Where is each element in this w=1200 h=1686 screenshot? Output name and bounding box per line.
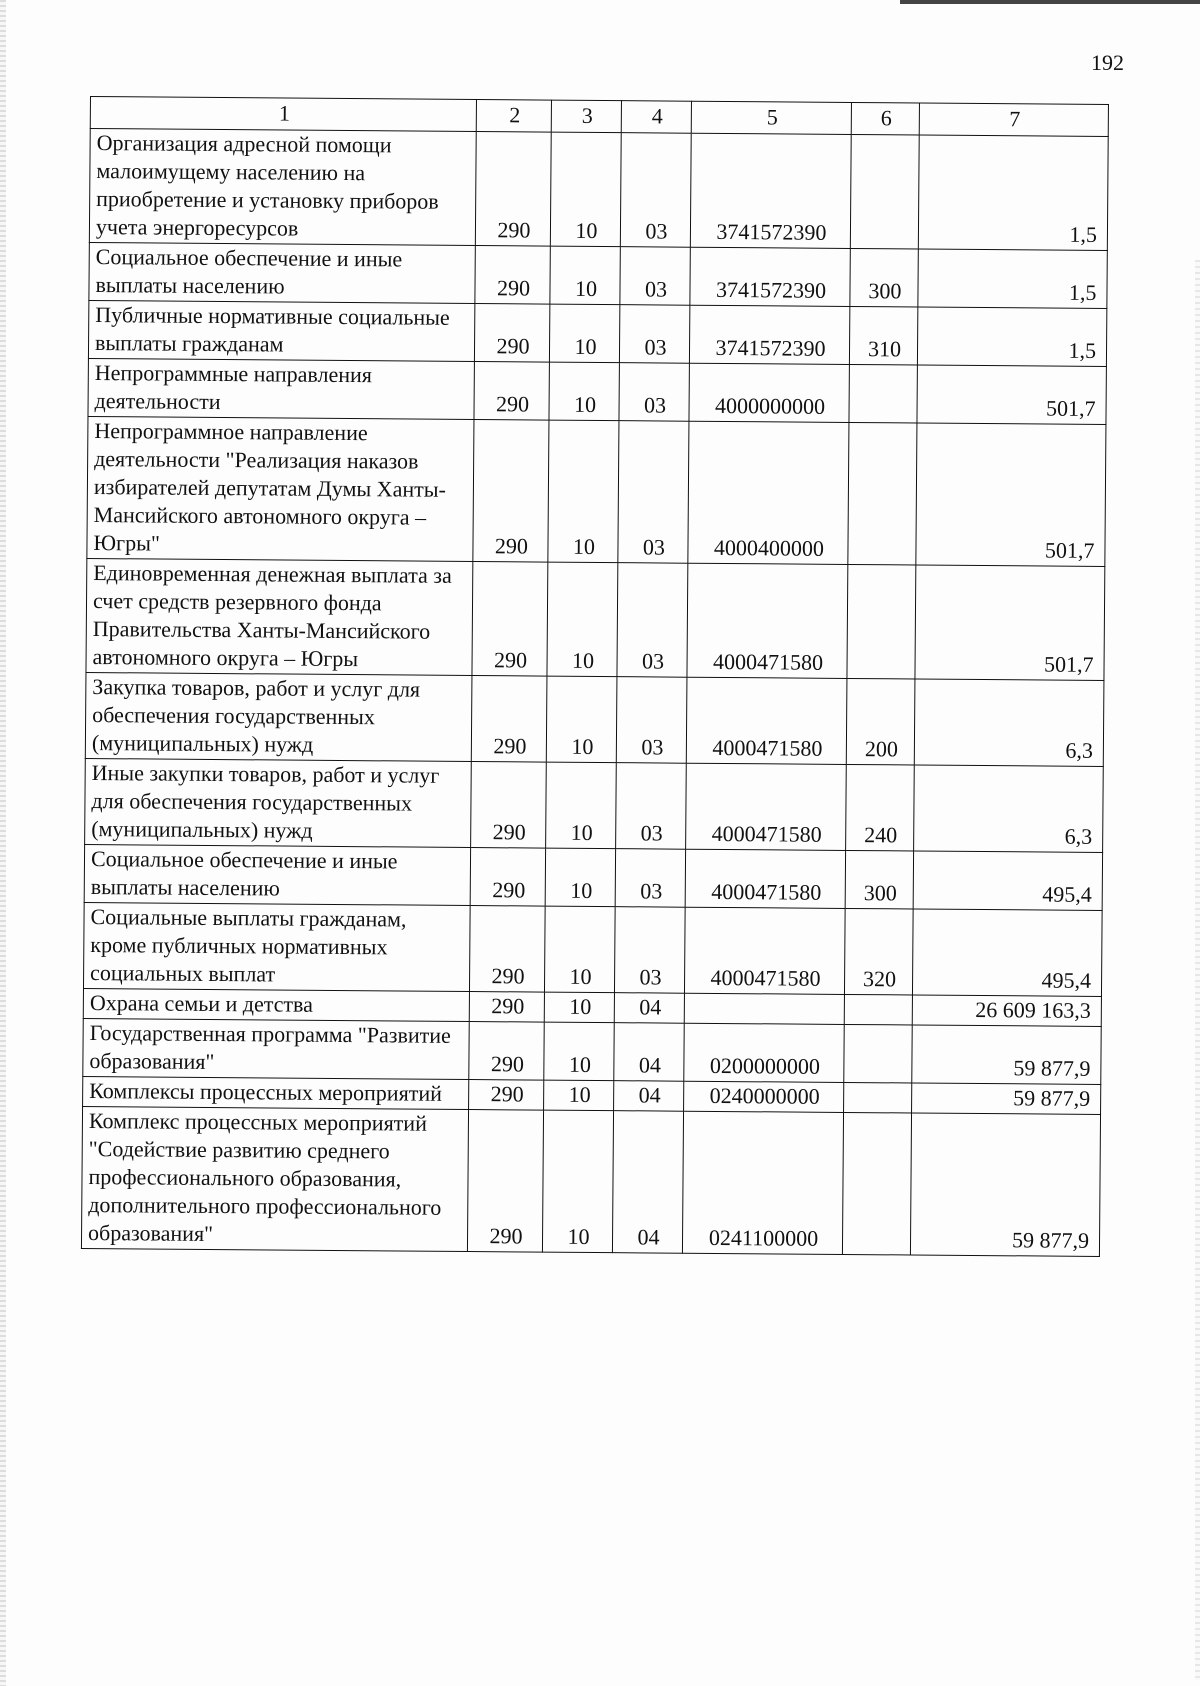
cell-col4: 04 xyxy=(614,993,684,1024)
cell-col4: 03 xyxy=(614,907,685,994)
row-name: Социальное обеспечение и иные выплаты населению xyxy=(89,242,475,303)
cell-col3: 10 xyxy=(549,362,619,421)
cell-col4: 03 xyxy=(619,305,689,364)
cell-col5: 4000000000 xyxy=(689,363,849,422)
cell-col7: 26 609 163,3 xyxy=(912,995,1101,1026)
row-name: Охрана семьи и детства xyxy=(83,988,469,1021)
cell-col3: 10 xyxy=(547,562,618,677)
cell-col6: 300 xyxy=(845,850,913,909)
column-header-4: 4 xyxy=(621,101,691,134)
cell-col7: 1,5 xyxy=(918,135,1108,250)
cell-col4: 04 xyxy=(614,1023,684,1082)
cell-col7: 495,4 xyxy=(912,909,1102,996)
column-header-2: 2 xyxy=(476,100,551,133)
cell-col7: 59 877,9 xyxy=(910,1113,1100,1256)
cell-col5: 4000471580 xyxy=(687,563,848,678)
cell-col7: 501,7 xyxy=(916,423,1106,566)
column-header-6: 6 xyxy=(851,102,919,135)
cell-col4: 03 xyxy=(615,849,685,908)
cell-col2: 290 xyxy=(474,362,549,421)
cell-col4: 03 xyxy=(619,363,689,422)
cell-col2: 290 xyxy=(467,1110,543,1253)
table-row xyxy=(81,1106,1100,1256)
page-number: 192 xyxy=(1091,50,1124,75)
cell-col5 xyxy=(684,993,844,1024)
cell-col4: 03 xyxy=(617,563,688,678)
scan-top-line xyxy=(900,0,1200,4)
cell-col2: 290 xyxy=(471,762,547,849)
cell-col7: 1,5 xyxy=(918,249,1107,308)
cell-col3: 10 xyxy=(544,1022,614,1081)
column-header-7: 7 xyxy=(919,103,1108,136)
cell-col5: 3741572390 xyxy=(689,305,849,364)
cell-col4: 03 xyxy=(620,247,690,306)
cell-col4: 03 xyxy=(616,677,687,764)
cell-col6: 310 xyxy=(849,306,917,365)
cell-col4: 04 xyxy=(612,1111,683,1254)
cell-col6: 320 xyxy=(844,908,913,995)
cell-col6: 300 xyxy=(850,248,918,307)
cell-col3: 10 xyxy=(544,1080,614,1111)
cell-col6 xyxy=(844,994,912,1025)
row-name: Закупка товаров, работ и услуг для обеспечения государственных (муниципальных) нужд xyxy=(85,672,472,761)
cell-col7: 501,7 xyxy=(915,565,1105,680)
cell-col5: 3741572390 xyxy=(690,133,851,248)
cell-col2: 290 xyxy=(475,246,550,305)
cell-col7: 59 877,9 xyxy=(912,1025,1101,1084)
cell-col4: 03 xyxy=(618,421,689,564)
row-name: Непрограммные направления деятельности xyxy=(88,358,474,419)
cell-col5: 4000471580 xyxy=(685,849,845,908)
cell-col2: 290 xyxy=(469,906,545,993)
row-name: Социальное обеспечение и иные выплаты населению xyxy=(84,844,470,905)
cell-col4: 03 xyxy=(620,133,691,248)
cell-col2: 290 xyxy=(475,132,551,247)
scan-edge-left xyxy=(0,0,6,1686)
table-row xyxy=(83,902,1102,996)
cell-col7: 1,5 xyxy=(917,307,1106,366)
cell-col3: 10 xyxy=(549,304,619,363)
cell-col6 xyxy=(844,1024,912,1083)
table-row xyxy=(88,300,1106,366)
table-row xyxy=(86,558,1105,680)
cell-col5: 3741572390 xyxy=(690,247,850,306)
table-row xyxy=(84,844,1102,910)
cell-col2: 290 xyxy=(469,992,544,1023)
row-name: Комплекс процессных мероприятий "Содействие развитию среднего профессионального образования, дополнительного профессионального образования" xyxy=(81,1106,468,1251)
cell-col3: 10 xyxy=(548,420,619,563)
cell-col5: 0241100000 xyxy=(682,1111,843,1254)
cell-col5: 4000471580 xyxy=(686,677,847,764)
cell-col2: 290 xyxy=(472,562,548,677)
column-header-1: 1 xyxy=(90,97,476,132)
table-row xyxy=(89,129,1108,251)
row-name: Комплексы процессных мероприятий xyxy=(83,1076,469,1109)
cell-col4: 03 xyxy=(616,763,687,850)
cell-col3: 10 xyxy=(546,762,617,849)
cell-col6 xyxy=(844,1082,912,1113)
cell-col7: 6,3 xyxy=(914,765,1104,852)
cell-col6: 240 xyxy=(846,764,915,851)
table-row xyxy=(88,358,1106,424)
table-row xyxy=(89,242,1107,308)
cell-col5: 0240000000 xyxy=(684,1081,844,1112)
budget-table xyxy=(81,96,1109,1257)
cell-col2: 290 xyxy=(470,848,545,907)
cell-col5: 0200000000 xyxy=(684,1023,844,1082)
cell-col7: 6,3 xyxy=(914,679,1104,766)
table-row xyxy=(85,758,1104,852)
cell-col2: 290 xyxy=(471,676,547,763)
cell-col6 xyxy=(850,134,919,249)
row-name: Организация адресной помощи малоимущему населению на приобретение и установку приборов учета энергоресурсов xyxy=(89,129,476,246)
cell-col4: 04 xyxy=(614,1081,684,1112)
cell-col2: 290 xyxy=(469,1022,544,1081)
row-name: Государственная программа "Развитие образования" xyxy=(83,1018,469,1079)
cell-col5: 4000471580 xyxy=(684,907,845,994)
cell-col3: 10 xyxy=(544,992,614,1023)
table-row xyxy=(83,1018,1101,1084)
cell-col6 xyxy=(849,364,917,423)
cell-col3: 10 xyxy=(550,132,621,247)
column-header-5: 5 xyxy=(691,101,851,134)
cell-col5: 4000471580 xyxy=(686,763,847,850)
row-name: Иные закупки товаров, работ и услуг для обеспечения государственных (муниципальных) нужд xyxy=(85,758,472,847)
cell-col6: 200 xyxy=(846,678,915,765)
cell-col7: 495,4 xyxy=(913,851,1102,910)
cell-col7: 501,7 xyxy=(917,365,1106,424)
cell-col3: 10 xyxy=(542,1110,613,1253)
cell-col6 xyxy=(842,1112,911,1255)
cell-col2: 290 xyxy=(473,420,549,563)
scan-edge-right xyxy=(1195,260,1200,1680)
cell-col2: 290 xyxy=(469,1080,544,1111)
table-row xyxy=(85,672,1104,766)
cell-col2: 290 xyxy=(474,304,549,363)
cell-col3: 10 xyxy=(550,246,620,305)
cell-col6 xyxy=(848,422,917,565)
column-header-3: 3 xyxy=(551,100,621,133)
cell-col3: 10 xyxy=(544,906,615,993)
row-name: Социальные выплаты гражданам, кроме публичных нормативных социальных выплат xyxy=(83,902,470,991)
cell-col3: 10 xyxy=(546,676,617,763)
cell-col5: 4000400000 xyxy=(688,421,849,564)
table-body xyxy=(81,129,1108,1257)
row-name: Единовременная денежная выплата за счет средств резервного фонда Правительства Ханты-Мансийского автономного округа – Югры xyxy=(86,558,473,675)
cell-col3: 10 xyxy=(545,848,615,907)
row-name: Публичные нормативные социальные выплаты гражданам xyxy=(88,300,474,361)
cell-col6 xyxy=(847,564,916,679)
table-row xyxy=(87,416,1106,566)
row-name: Непрограммное направление деятельности "Реализация наказов избирателей депутатам Думы Ханты-Мансийского автономного округа – Югры" xyxy=(87,416,474,561)
cell-col7: 59 877,9 xyxy=(912,1083,1101,1114)
